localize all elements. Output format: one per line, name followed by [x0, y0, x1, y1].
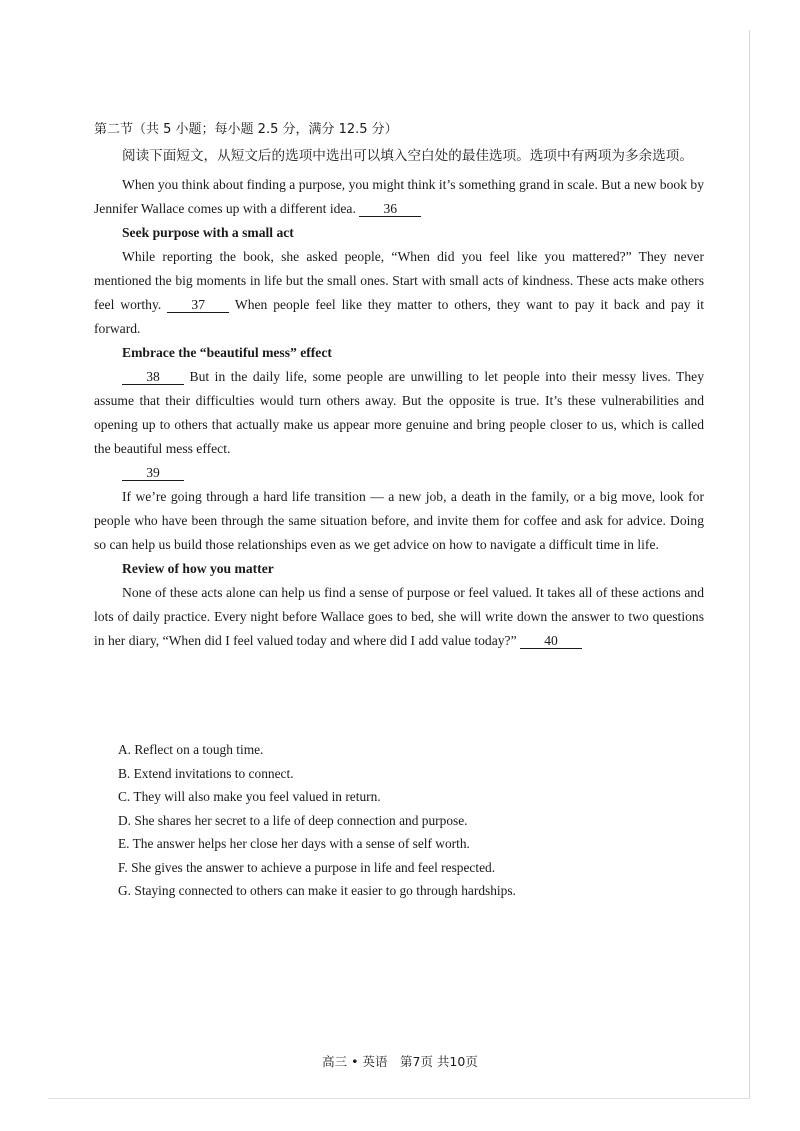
heading-review: Review of how you matter: [122, 561, 274, 576]
paragraph-text: None of these acts alone can help us find a sense of purpose or feel valued. It takes all of these actions and lots of daily practice. Every night before Wallace goes to bed, she will write down the answer to two questions in her diary, “When did I feel valued today and where did I add value today?”: [94, 585, 704, 648]
paragraph-text: When people feel like they matter to others, they want to pay it back and pay it forward.: [94, 297, 704, 336]
blank-39: 39: [122, 465, 184, 481]
paragraph-text: While reporting the book, she asked people, “When did you feel like you mattered?” They never mentioned the big moments in life but the small ones. Start with small acts of kindness. These acts make others feel worthy.: [94, 249, 704, 312]
option-c: C. They will also make you feel valued in return.: [118, 789, 381, 804]
paragraph-text: When you think about finding a purpose, you might think it’s something grand in scale. But a new book by Jennifer Wallace comes up with a different idea.: [94, 177, 704, 216]
paragraph-4: If we’re going through a hard life transition — a new job, a death in the family, or a big move, look for people who have been through the same situation before, and invite them for coffee and ask for advice. Doing so can help us build those relationships even as we get advice on how to navigate a difficult time in life.: [94, 489, 704, 552]
paragraph-2: [94, 245, 704, 341]
option-d: D. She shares her secret to a life of deep connection and purpose.: [118, 812, 468, 828]
blank-37: 37: [167, 297, 229, 313]
section-title: 第二节（共 5 小题；每小题 2.5 分，满分 12.5 分）: [94, 122, 398, 137]
heading-beautiful-mess: Embrace the “beautiful mess” effect: [122, 345, 332, 360]
option-f: F. She gives the answer to achieve a purpose in life and feel respected.: [118, 859, 496, 875]
paragraph-blank-39: [94, 461, 704, 485]
passage: [94, 118, 704, 653]
page-edge: [749, 30, 750, 1098]
instruction: 阅读下面短文，从短文后的选项中选出可以填入空白处的最佳选项。选项中有两项为多余选项。: [122, 148, 693, 163]
page-footer: 高三 • 英语 第7页 共10页: [322, 1054, 478, 1069]
option-e: E. The answer helps her close her days with a sense of self worth.: [118, 836, 470, 851]
paragraph-text: But in the daily life, some people are unwilling to let people into their messy lives. They assume that their difficulties would turn others away. But the opposite is true. It’s these vulnerabilities and opening up to others that actually make us appear more genuine and bring people closer to us, which is called the beautiful mess effect.: [94, 369, 704, 456]
blank-38: 38: [122, 369, 184, 385]
paragraph-5: [94, 581, 704, 653]
paragraph-3: [94, 365, 704, 461]
options-list: [118, 738, 678, 903]
blank-36: 36: [359, 201, 421, 217]
page-edge: [48, 1098, 750, 1099]
blank-40: 40: [520, 633, 582, 649]
option-g: G. Staying connected to others can make it easier to go through hardships.: [118, 883, 516, 898]
heading-seek-purpose: Seek purpose with a small act: [122, 225, 294, 240]
option-a: A. Reflect on a tough time.: [118, 742, 264, 757]
option-b: B. Extend invitations to connect.: [118, 765, 294, 781]
paragraph-1: [94, 173, 704, 221]
